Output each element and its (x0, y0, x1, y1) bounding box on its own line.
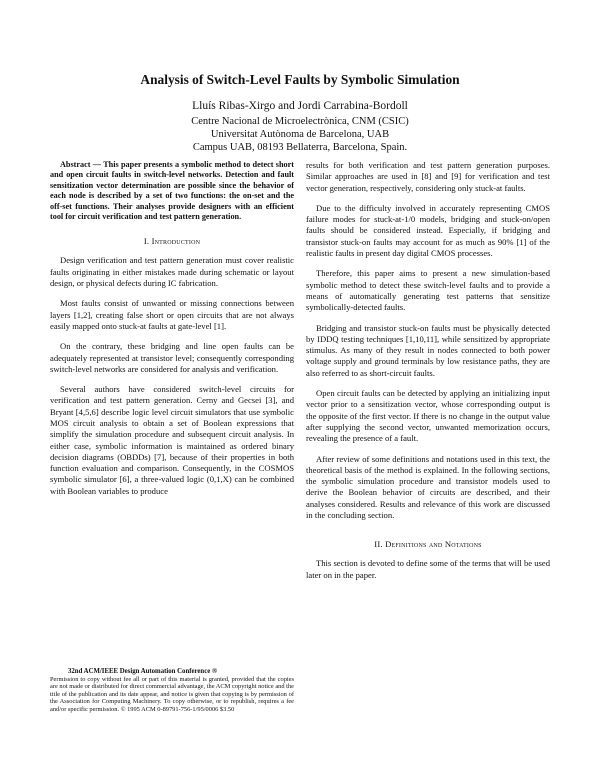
paragraph: Design verification and test pattern generation must cover realistic faults originating in either mistakes made during schematic or layout design, or physical defects during IC fabrication. (50, 255, 294, 289)
affiliation-2: Universitat Autònoma de Barcelona, UAB (210, 129, 390, 140)
conference-name: 32nd ACM/IEEE Design Automation Conference ® (68, 668, 218, 675)
author-names: Lluís Ribas-Xirgo and Jordi Carrabina-Bordoll (192, 100, 408, 112)
paragraph: Therefore, this paper aims to present a new simulation-based symbolic method to detect these switch-level faults and to provide a means of automatically generating test patterns that sensitize symbolically-detected faults. (306, 268, 550, 313)
copyright-footnote (50, 668, 294, 714)
paragraph: Open circuit faults can be detected by applying an initializing input vector prior to a sensitization vector, whose corresponding output is the opposite of the first vector. If there is no change in the output value after supplying the second vector, unwanted memorization occurs, revealing the presence of a fault. (306, 388, 550, 444)
affiliation-1: Centre Nacional de Microelectrònica, CNM (CSIC) (191, 116, 409, 127)
paragraph: After review of some definitions and notations used in this text, the theoretical basis of the method is explained. In the following sections, the symbolic simulation procedure and transistor models used to derive the Boolean behavior of circuits are described, and their analyses considered. Results and relevance of this work are discussed in the concluding section. (306, 453, 550, 521)
paragraph: Bridging and transistor stuck-on faults must be physically detected by IDDQ testing techniques [1,10,11], while sensitized by appropriate stimulus. As many of they result in nodes connected to both power voltage supply and ground terminals by low resistance paths, they are also referred to as short-circuit faults. (306, 322, 550, 378)
section-heading-definitions: II. Definitions and Notations (374, 539, 482, 550)
paragraph: Due to the difficulty involved in accurately representing CMOS failure modes for stuck-at-1/0 models, bridging and stuck-on/open faults should be considered instead. Especially, if bridging and transistor stuck-on faults may account for as much as 90% [1] of the realistic faults in present day digital CMOS processes. (306, 202, 550, 259)
section-heading-introduction: I. Introduction (143, 236, 201, 247)
abstract: Abstract — This paper presents a symbolic method to detect short and open circuit faults in switch-level networks. Detection and fault sensitization vector determination are possible since the behavior of each node is described by a set of two functions: the on-set and the off-set functions. Their analyses provide designers with an efficient tool for circuit verification and test pattern generation. (50, 160, 294, 222)
left-column (50, 160, 294, 506)
author-block (0, 100, 600, 154)
permission-notice: Permission to copy without fee all or part of this material is granted, provided that the copies are not made or distributed for direct commercial advantage, the ACM copyright notice and the title of the publication and its date appear, and notice is given that copying is by permission of the Association for Computing Machinery. To copy otherwise, or to republish, requires a fee and/or specific permission. © 1995 ACM 0-89791-756-1/95/0006 $3.50 (50, 675, 294, 713)
paragraph: Several authors have considered switch-level circuits for verification and test pattern generation. Cerny and Gecsei [3], and Bryant [4,5,6] describe logic level circuit simulators that use symbolic MOS circuit analysis to obtain a set of Boolean expressions that simplify the simulation procedure and subsequent circuit analysis. In either case, symbolic information is maintained as ordered binary decision diagrams (OBDDs) [7], because of their properties in both function evaluation and comparison. Consequently, in the COSMOS symbolic simulator [6], a three-valued logic (0,1,X) can be combined with Boolean variables to produce (50, 384, 294, 496)
paragraph: Most faults consist of unwanted or missing connections between layers [1,2], creating false short or open circuits that are not always easily mapped onto stuck-at faults at gate-level [1]. (50, 298, 294, 331)
paragraph: On the contrary, these bridging and line open faults can be adequately represented at transistor level; consequently corresponding switch-level networks are considered for analysis and verification. (50, 341, 294, 374)
paragraph: This section is devoted to define some of the terms that will be used later on in the paper. (306, 558, 550, 580)
paper-title: Analysis of Switch-Level Faults by Symbolic Simulation (140, 72, 460, 87)
address: Campus UAB, 08193 Bellaterra, Barcelona, Spain. (192, 142, 408, 153)
paragraph: results for both verification and test pattern generation purposes. Similar approaches are used in [8] and [9] for verification and test vector generation, respectively, considering only stuck-at faults. (306, 160, 550, 193)
right-column (306, 160, 550, 590)
